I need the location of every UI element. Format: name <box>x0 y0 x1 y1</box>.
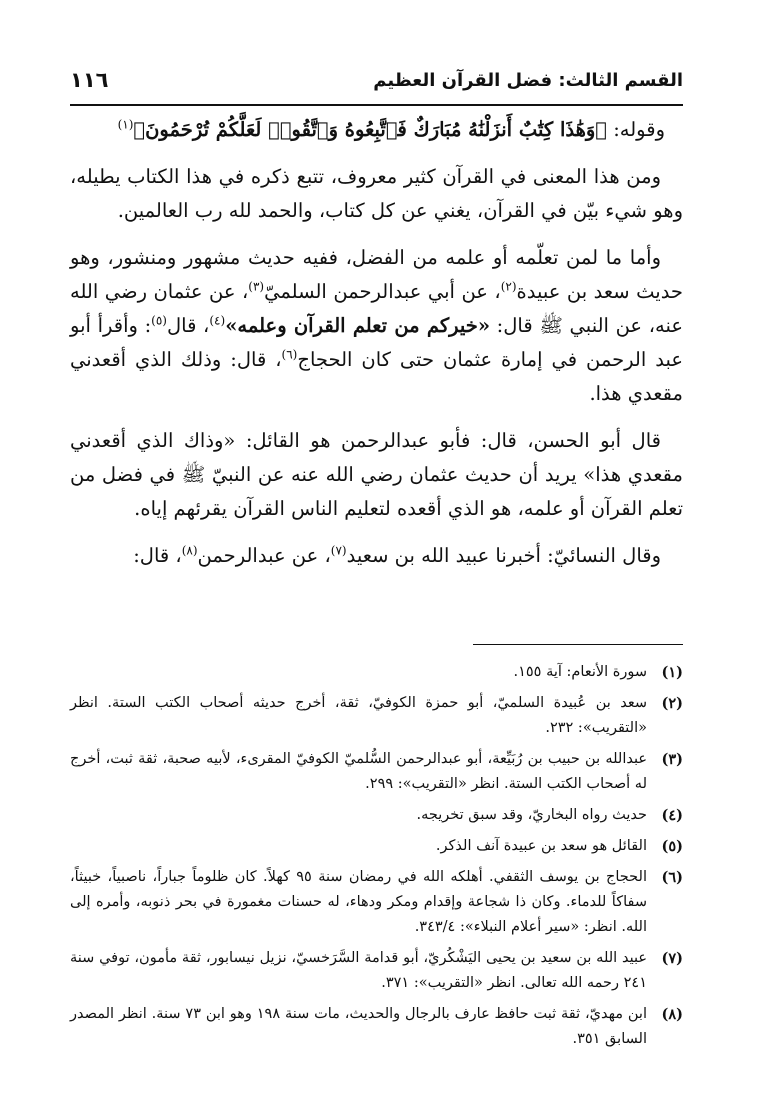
footnote-ref-8: (٨) <box>181 543 198 558</box>
footnote-text: سورة الأنعام: آية ١٥٥. <box>513 664 647 680</box>
footnote-item <box>70 1002 683 1052</box>
main-text <box>70 113 683 586</box>
section-title: القسم الثالث: فضل القرآن العظيم <box>373 70 683 91</box>
footnote-ref-4: (٤) <box>209 313 226 328</box>
paragraph-meaning: ومن هذا المعنى في القرآن كثير معروف، تتبع ذكره في هذا الكتاب يطيله، وهو شيء بيّن في القرآن، يغني عن كل كتاب، والحمد لله رب العالمين. <box>70 165 683 222</box>
footnote-number: (١) <box>661 664 683 681</box>
footnote-number: (٤) <box>661 807 683 824</box>
hadith-text-a: وأما ما لمن تعلّمه أو علمه من الفضل، ففيه حديث مشهور ومنشور، وهو حديث سعد بن عبيدة <box>70 246 683 303</box>
paragraph-hadith <box>70 241 683 411</box>
hadith-text-b: ، عن أبي عبدالرحمن السلميّ <box>264 280 501 303</box>
quran-verse: ﴿وَهَٰذَا كِتَٰبٌ أَنزَلْنَٰهُ مُبَارَكٌ فَٱتَّبِعُوهُ وَٱتَّقُوا۟ لَعَلَّكُمْ تُرْحَمُونَ﴾ <box>133 118 608 141</box>
hadith-text-c: ، عن عثمان رضي الله عنه، عن النبي ﷺ قال: <box>70 280 683 337</box>
nasai-text-c: ، قال: <box>133 544 182 567</box>
footnote-ref-5: (٥) <box>151 313 167 328</box>
footnote-number: (٥) <box>661 838 683 855</box>
nasai-text-a: وقال النسائيّ: أخبرنا عبيد الله بن سعيد <box>346 544 661 567</box>
hadith-text-f: ، قال: وذلك الذي أقعدني مقعدي هذا. <box>70 348 683 405</box>
footnote-text: ابن مهديّ، ثقة ثبت حافظ عارف بالرجال والحديث، مات سنة ١٩٨ وهو ابن ٧٣ سنة. انظر المصدر السابق ٣٥١. <box>70 1006 647 1047</box>
footnote-text: سعد بن عُبيدة السلميّ، أبو حمزة الكوفيّ، ثقة، أخرج حديثه أصحاب الكتب الستة. انظر «التقريب»: ٢٣٢. <box>70 695 647 736</box>
hadith-text-e: : وأقرأ أبو عبد الرحمن في إمارة عثمان حتى كان الحجاج <box>70 314 683 371</box>
footnote-item <box>70 691 683 741</box>
footnote-item <box>70 834 683 859</box>
hadith-quote: «خيركم من تعلم القرآن وعلمه» <box>225 314 491 337</box>
paragraph-abu-alhasan: قال أبو الحسن، قال: فأبو عبدالرحمن هو القائل: «وذاك الذي أقعدني مقعدي هذا» يريد أن حديث عثمان رضي الله عنه عن النبيّ ﷺ في فضل من تعلم القرآن أو علمه، هو الذي أقعده لتعليم الناس القرآن يقرئهم إياه. <box>70 429 683 520</box>
footnote-text: الحجاج بن يوسف الثقفي. أهلكه الله في رمضان سنة ٩٥ كهلاً. كان ظلوماً جباراً، ناصبياً، خبيثاً، سفاكاً للدماء. وكان ذا شجاعة وإقدام ومكر ودهاء، له حسنات مغمورة في بحر ذنوبه، وأمره إلى الله. انظر: «سير أعلام النبلاء»: ٣٤٣/٤. <box>70 869 647 935</box>
nasai-text-b: ، عن عبدالرحمن <box>197 544 331 567</box>
footnote-item <box>70 660 683 685</box>
footnote-text: عبيد الله بن سعيد بن يحيى اليَشْكُريّ، أبو قدامة السَّرَخسيّ، نزيل نيسابور، ثقة مأمون، توفي سنة ٢٤١ رحمه الله تعالى. انظر «التقريب»: ٣٧١. <box>70 950 647 991</box>
footnote-text: حديث رواه البخاريّ، وقد سبق تخريجه. <box>416 807 647 823</box>
page-number: ١١٦ <box>70 68 109 92</box>
footnote-item <box>70 865 683 940</box>
footnote-item <box>70 803 683 828</box>
footnote-number: (٧) <box>661 950 683 967</box>
footnote-number: (٨) <box>661 1006 683 1023</box>
verse-lead: وقوله: <box>607 118 665 141</box>
footnote-item <box>70 946 683 996</box>
paragraph-nasai <box>70 539 683 573</box>
footnote-text: القائل هو سعد بن عبيدة آنف الذكر. <box>435 838 647 854</box>
footnote-number: (٢) <box>661 695 683 712</box>
footnote-ref-6: (٦) <box>281 347 298 362</box>
footnote-ref-1: (١) <box>117 117 134 132</box>
footnote-text: عبدالله بن حبيب بن رُبَيِّعة، أبو عبدالرحمن السُّلميّ الكوفيّ المقرىء، لأبيه صحبة، ثقة ثبت، أخرج له أصحاب الكتب الستة. انظر «التقريب»: ٢٩٩. <box>70 751 647 792</box>
footnote-divider <box>473 644 683 645</box>
footnote-ref-7: (٧) <box>330 543 347 558</box>
page-header <box>70 64 683 106</box>
footnote-number: (٣) <box>661 751 683 768</box>
footnote-number: (٦) <box>661 869 683 886</box>
footnotes <box>70 660 683 1058</box>
paragraph-quran-verse <box>70 113 683 147</box>
footnote-ref-2: (٢) <box>500 279 517 294</box>
footnote-ref-3: (٣) <box>248 279 265 294</box>
footnote-item <box>70 747 683 797</box>
hadith-text-d: ، قال <box>166 314 210 337</box>
